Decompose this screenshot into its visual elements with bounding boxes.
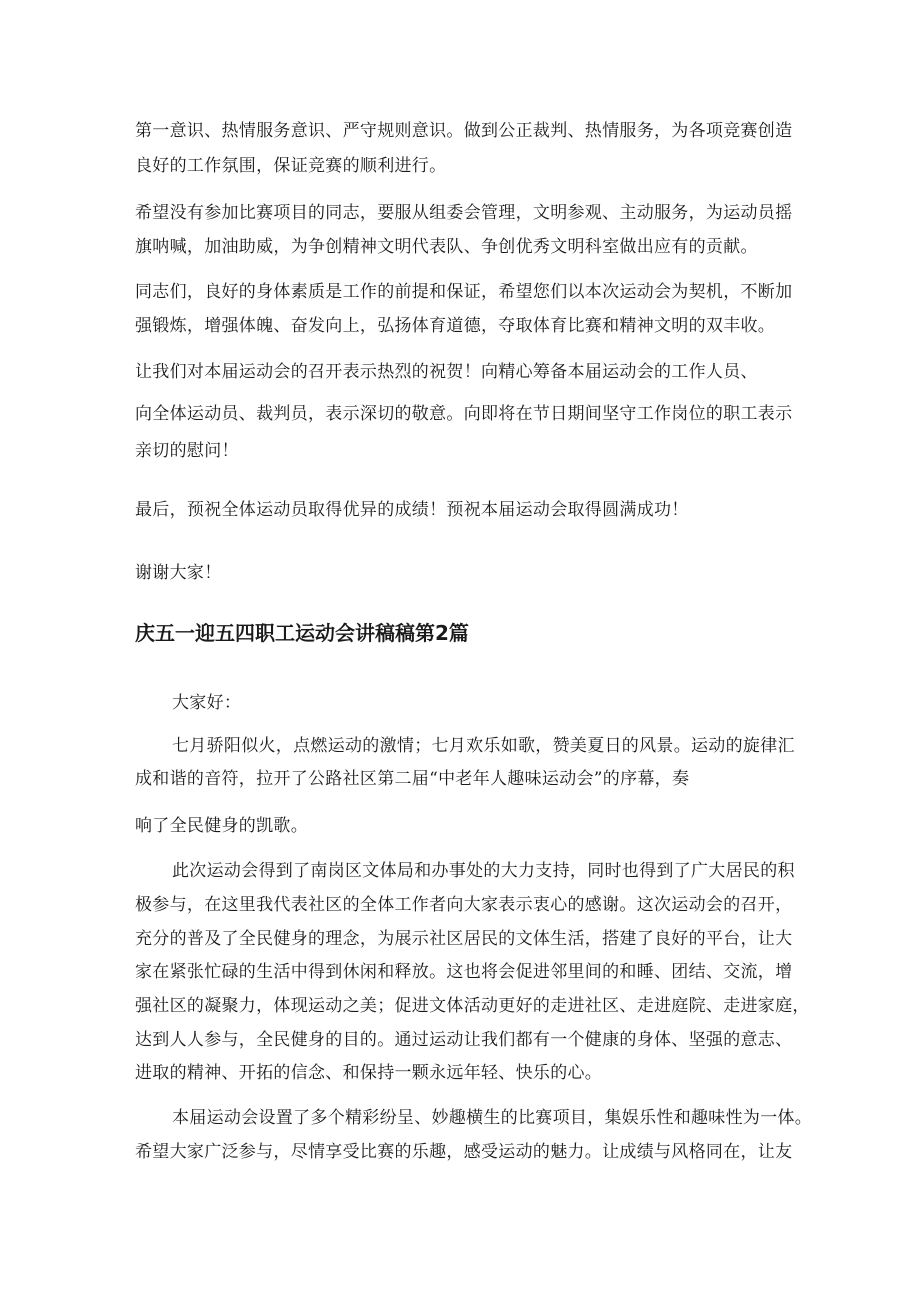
text-line: 成和谐的音符，拉开了公路社区第二届“中老年人趣味运动会”的序幕，奏 <box>135 769 690 789</box>
text-line: 向全体运动员、裁判员，表示深切的敬意。向即将在节日期间坚守工作岗位的职工表示 <box>135 404 793 424</box>
text-line: 旗呐喊，加油助威，为争创精神文明代表队、争创优秀文明科室做出应有的贡献。 <box>135 237 758 257</box>
text-line: 希望大家广泛参与，尽情享受比赛的乐趣，感受运动的魅力。让成绩与风格同在，让友 <box>135 1142 793 1162</box>
text-line: 强社区的凝聚力，体现运动之美；促进文体活动更好的走进社区、走进庭院、走进家庭， <box>135 996 810 1016</box>
text-line: 极参与，在这里我代表社区的全体工作者向大家表示衷心的感谢。这次运动会的召开， <box>135 895 793 915</box>
text-line: 希望没有参加比赛项目的同志，要服从组委会管理，文明参观、主动服务，为运动员摇 <box>135 203 793 223</box>
text-line: 七月骄阳似火，点燃运动的激情；七月欢乐如歌，赞美夏日的风景。运动的旋律汇 <box>172 736 795 756</box>
text-line: 亲切的慰问！ <box>135 441 239 461</box>
text-line: 同志们，良好的身体素质是工作的前提和保证，希望您们以本次运动会为契机，不断加 <box>135 282 793 302</box>
salutation: 大家好： <box>172 693 242 713</box>
text-line: 最后，预祝全体运动员取得优异的成绩！预祝本届运动会取得圆满成功！ <box>135 500 689 520</box>
text-line: 良好的工作氛围，保证竞赛的顺利进行。 <box>135 156 447 176</box>
text-line: 响了全民健身的凯歌。 <box>135 816 308 836</box>
text-line: 强锻炼，增强体魄、奋发向上，弘扬体育道德，夺取体育比赛和精神文明的双丰收。 <box>135 316 776 336</box>
text-line: 让我们对本届运动会的召开表示热烈的祝贺！向精心筹备本届运动会的工作人员、 <box>135 362 758 382</box>
text-line: 达到人人参与，全民健身的目的。通过运动让我们都有一个健康的身体、坚强的意志、 <box>135 1030 793 1050</box>
text-line: 第一意识、热情服务意识、严守规则意识。做到公正裁判、热情服务，为各项竞赛创造 <box>135 121 793 141</box>
text-line: 谢谢大家！ <box>135 563 222 583</box>
text-line: 进取的精神、开拓的信念、和保持一颗永远年轻、快乐的心。 <box>135 1063 603 1083</box>
section-heading: 庆五一迎五四职工运动会讲稿稿第2篇 <box>135 621 469 645</box>
text-line: 家在紧张忙碌的生活中得到休闲和释放。这也将会促进邻里间的和睡、团结、交流，增 <box>135 962 793 982</box>
text-line: 充分的普及了全民健身的理念，为展示社区居民的文体生活，搭建了良好的平台，让大 <box>135 929 793 949</box>
text-line: 本届运动会设置了多个精彩纷呈、妙趣横生的比赛项目，集娱乐性和趣味性为一体。 <box>172 1108 813 1128</box>
text-line: 此次运动会得到了南岗区文体局和办事处的大力支持，同时也得到了广大居民的积 <box>172 861 795 881</box>
